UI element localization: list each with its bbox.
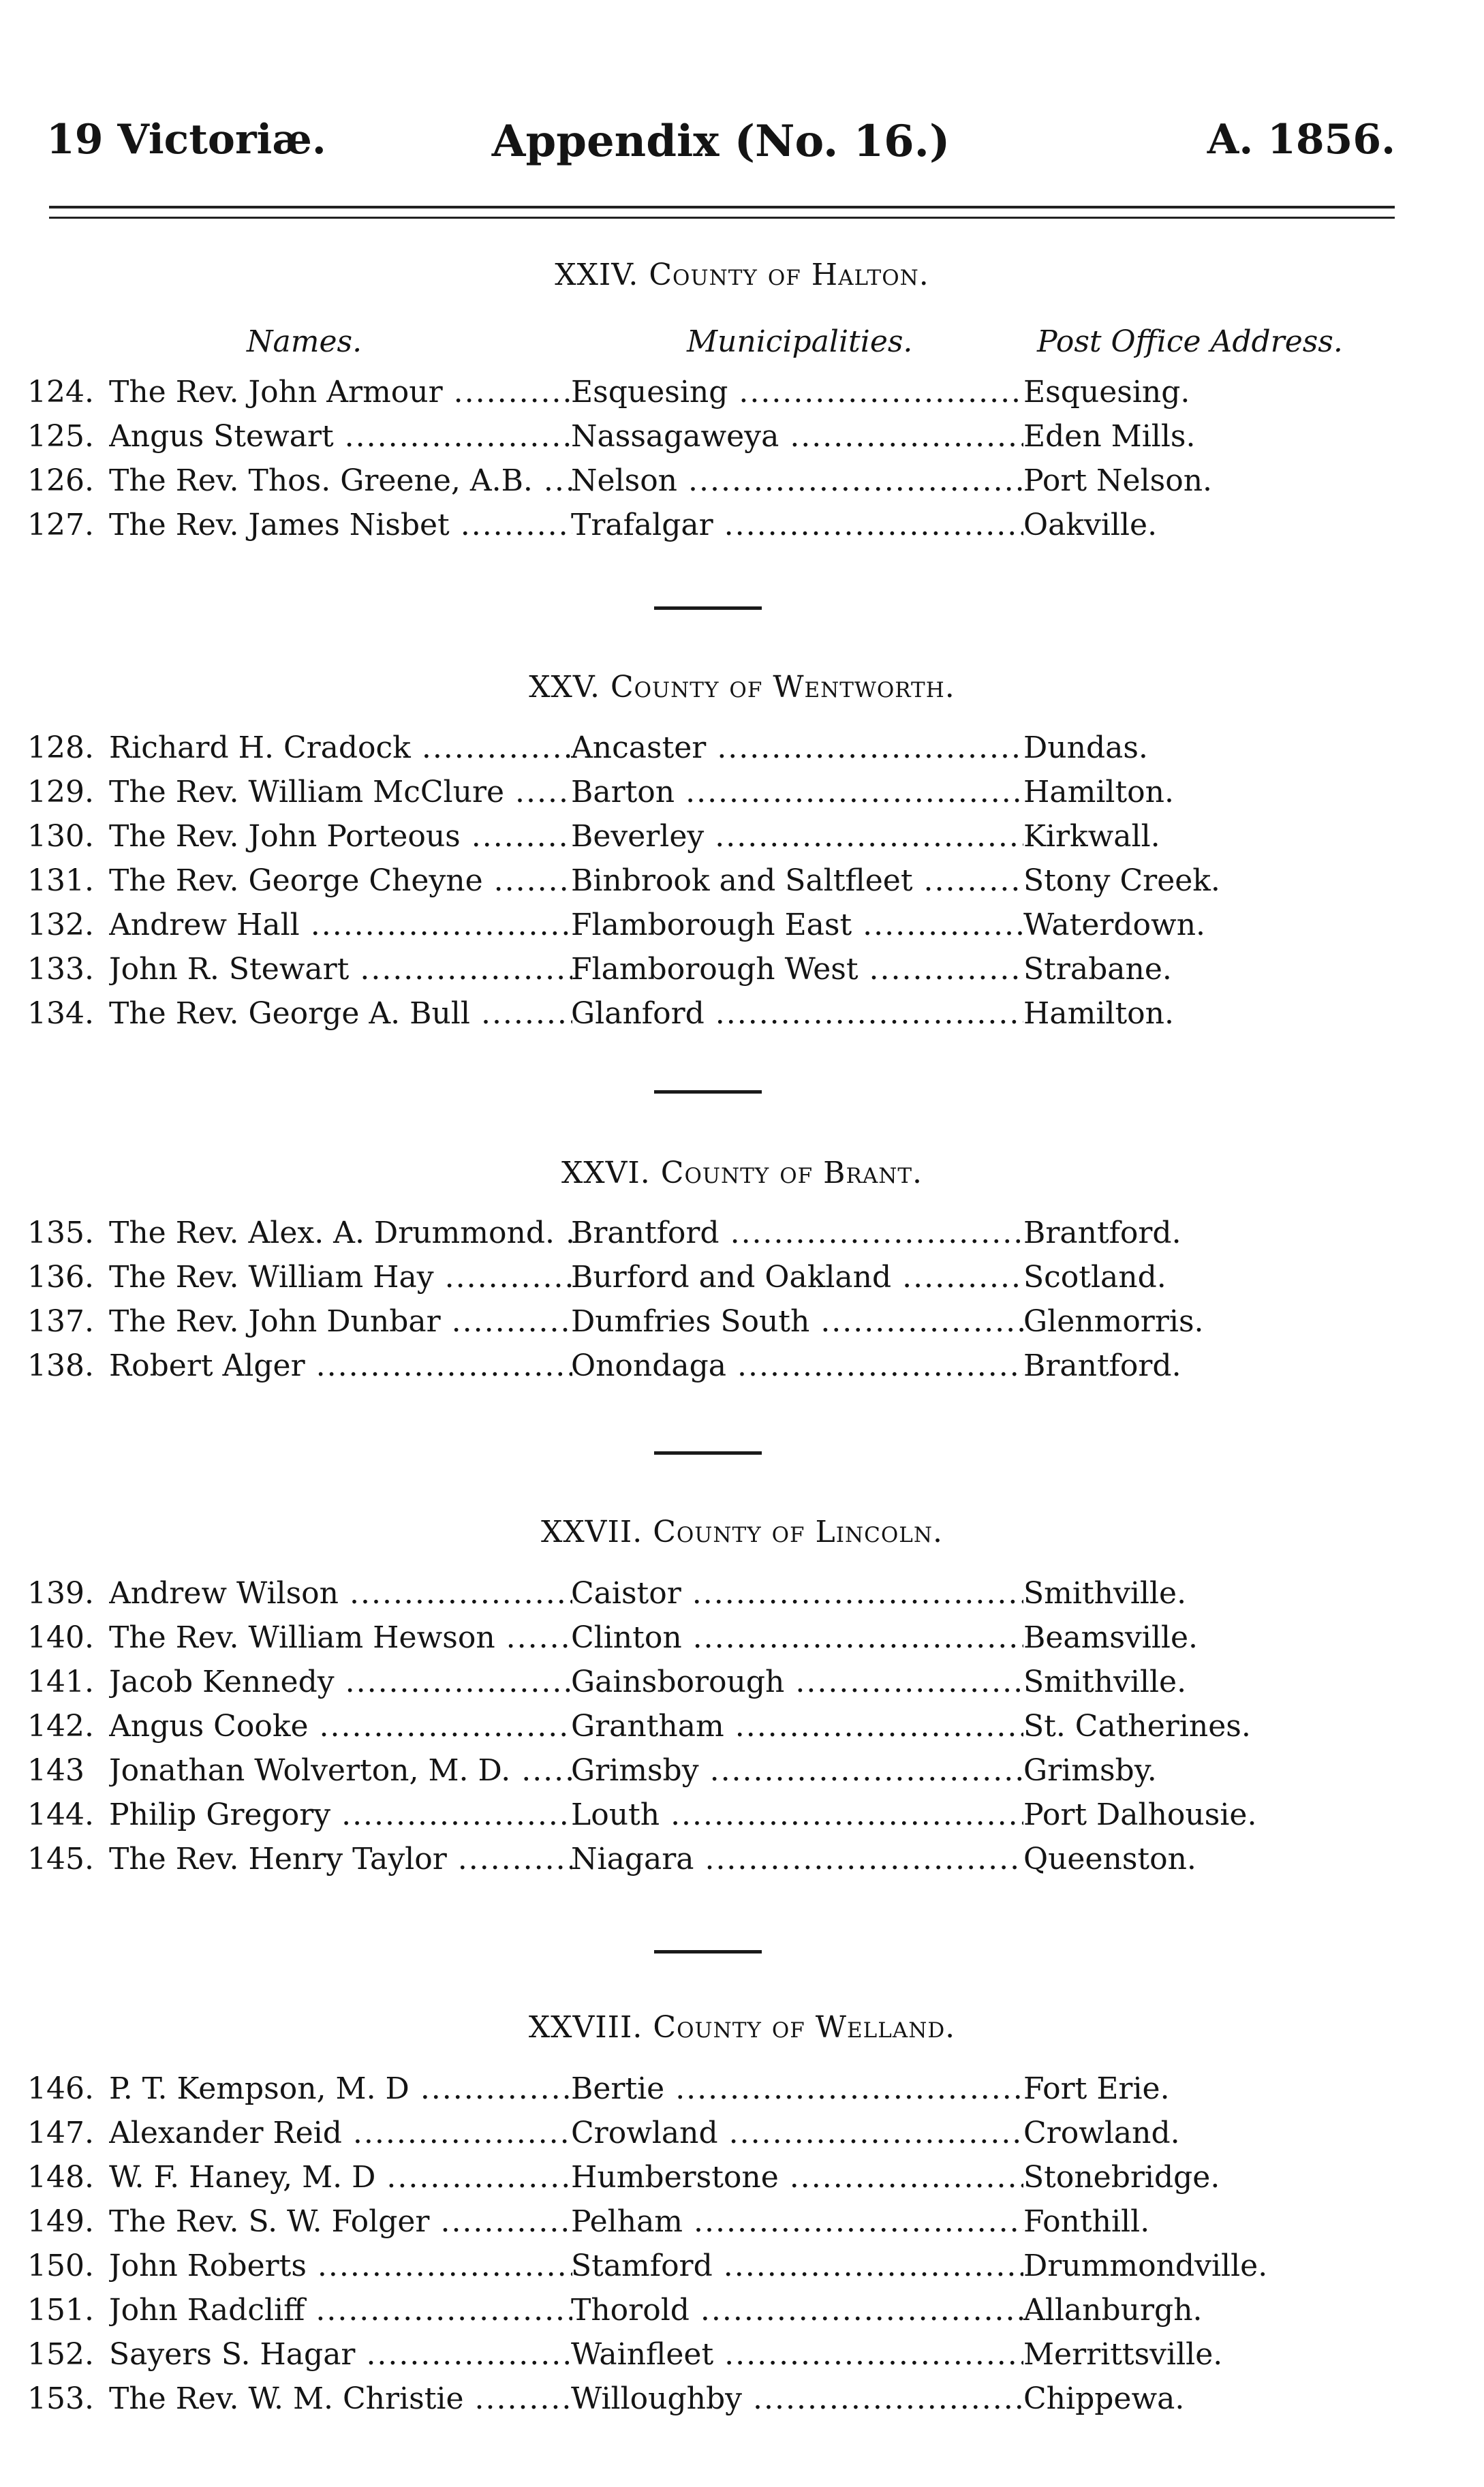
entry-name: The Rev. Alex. A. Drummond. ..... <box>109 1213 572 1254</box>
table-row <box>0 861 1484 905</box>
entry-post-office: Eden Mills. <box>1023 419 1196 454</box>
table-row <box>0 2202 1484 2246</box>
entry-post-office: Stonebridge. <box>1023 2160 1220 2195</box>
entry-number: 149. <box>27 2204 94 2239</box>
entry-name: Angus Stewart ..... <box>109 416 572 457</box>
table-row <box>0 1750 1484 1795</box>
entry-name: The Rev. Thos. Greene, A.B. ..... <box>109 461 572 501</box>
entry-municipality: Esquesing ..... <box>571 372 1023 413</box>
entry-municipality: Glanford ..... <box>571 993 1023 1034</box>
entry-name: Andrew Wilson ..... <box>109 1573 572 1614</box>
section-numeral: XXVIII. <box>528 2010 643 2045</box>
entry-municipality: Trafalgar ..... <box>571 505 1023 546</box>
entry-municipality: Wainfleet ..... <box>571 2334 1023 2375</box>
entry-name: Angus Cooke ..... <box>109 1706 572 1747</box>
entry-name: Sayers S. Hagar ..... <box>109 2334 572 2375</box>
table-row <box>0 1795 1484 1839</box>
entry-number: 132. <box>27 908 94 942</box>
entry-post-office: Hamilton. <box>1023 996 1174 1031</box>
entry-number: 140. <box>27 1620 94 1655</box>
section-title <box>0 1156 1484 1190</box>
entry-post-office: Strabane. <box>1023 952 1172 987</box>
appendix-title: Appendix (No. 16.) <box>491 116 950 167</box>
table-row <box>0 505 1484 549</box>
entry-municipality: Ancaster ..... <box>571 728 1023 769</box>
entry-number: 145. <box>27 1842 94 1876</box>
table-row <box>0 1706 1484 1750</box>
entry-post-office: Brantford. <box>1023 1216 1181 1250</box>
entry-municipality: Flamborough East ..... <box>571 905 1023 946</box>
section-title <box>0 258 1484 292</box>
entry-number: 125. <box>27 419 94 454</box>
section-rows <box>0 1213 1484 1390</box>
entry-post-office: Queenston. <box>1023 1842 1196 1876</box>
entry-name: Richard H. Cradock ..... <box>109 728 572 769</box>
entry-municipality: Nelson ..... <box>571 461 1023 501</box>
entry-name: The Rev. W. M. Christie ..... <box>109 2379 572 2420</box>
header-rule <box>49 206 1395 208</box>
table-row <box>0 372 1484 416</box>
entry-post-office: Grimsby. <box>1023 1753 1157 1788</box>
table-row <box>0 1346 1484 1390</box>
section-divider <box>654 1090 762 1094</box>
entry-name: The Rev. William McClure ..... <box>109 772 572 813</box>
entry-name: The Rev. John Porteous ..... <box>109 816 572 857</box>
table-row <box>0 949 1484 993</box>
section-county: County of Wentworth. <box>610 670 955 705</box>
entry-municipality: Nassagaweya ..... <box>571 416 1023 457</box>
entry-municipality: Stamford ..... <box>571 2246 1023 2287</box>
entry-number: 135. <box>27 1216 94 1250</box>
entry-municipality: Thorold ..... <box>571 2290 1023 2331</box>
municipalities-header: Municipalities. <box>687 324 913 359</box>
entry-name: John Radcliff ..... <box>109 2290 572 2331</box>
table-row <box>0 461 1484 505</box>
entry-name: Jonathan Wolverton, M. D. ..... <box>109 1750 572 1791</box>
table-row <box>0 2246 1484 2290</box>
entry-municipality: Caistor ..... <box>571 1573 1023 1614</box>
table-row <box>0 1839 1484 1883</box>
entry-municipality: Niagara ..... <box>571 1839 1023 1880</box>
section-title <box>0 2010 1484 2045</box>
entry-municipality: Brantford ..... <box>571 1213 1023 1254</box>
entry-number: 133. <box>27 952 94 987</box>
table-row <box>0 905 1484 949</box>
entry-number: 127. <box>27 508 94 542</box>
entry-name: Robert Alger ..... <box>109 1346 572 1387</box>
entry-number: 150. <box>27 2249 94 2283</box>
section-divider <box>654 606 762 610</box>
entry-number: 148. <box>27 2160 94 2195</box>
entry-name: The Rev. James Nisbet ..... <box>109 505 572 546</box>
post-office-header: Post Office Address. <box>1037 324 1343 359</box>
table-row <box>0 728 1484 772</box>
entry-name: Alexander Reid ..... <box>109 2113 572 2154</box>
table-row <box>0 1573 1484 1618</box>
entry-municipality: Humberstone ..... <box>571 2157 1023 2198</box>
entry-post-office: Beamsville. <box>1023 1620 1199 1655</box>
entry-municipality: Dumfries South ..... <box>571 1301 1023 1342</box>
entry-post-office: Smithville. <box>1023 1576 1187 1611</box>
entry-municipality: Pelham ..... <box>571 2202 1023 2242</box>
entry-name: The Rev. John Armour ..... <box>109 372 572 413</box>
entry-post-office: Brantford. <box>1023 1348 1181 1383</box>
entry-post-office: Fort Erie. <box>1023 2071 1170 2106</box>
table-row <box>0 416 1484 461</box>
entry-number: 143 <box>27 1753 84 1788</box>
entry-post-office: Port Nelson. <box>1023 463 1213 498</box>
entry-municipality: Louth ..... <box>571 1795 1023 1836</box>
entry-number: 129. <box>27 775 94 809</box>
table-row <box>0 1662 1484 1706</box>
entry-municipality: Grantham ..... <box>571 1706 1023 1747</box>
entry-municipality: Onondaga ..... <box>571 1346 1023 1387</box>
column-headers <box>0 324 1484 365</box>
section-title <box>0 670 1484 705</box>
entry-name: John Roberts ..... <box>109 2246 572 2287</box>
entry-municipality: Beverley ..... <box>571 816 1023 857</box>
entry-post-office: Kirkwall. <box>1023 819 1160 854</box>
entry-number: 147. <box>27 2116 94 2150</box>
entry-number: 144. <box>27 1797 94 1832</box>
entry-name: John R. Stewart ..... <box>109 949 572 990</box>
table-row <box>0 816 1484 861</box>
section-rows <box>0 1573 1484 1883</box>
entry-name: The Rev. William Hewson ..... <box>109 1618 572 1658</box>
names-header: Names. <box>247 324 362 359</box>
entry-municipality: Crowland ..... <box>571 2113 1023 2154</box>
table-row <box>0 2290 1484 2334</box>
entry-number: 142. <box>27 1709 94 1744</box>
running-header <box>46 116 1395 170</box>
section-title <box>0 1515 1484 1549</box>
entry-post-office: St. Catherines. <box>1023 1709 1251 1744</box>
entry-municipality: Willoughby ..... <box>571 2379 1023 2420</box>
section-numeral: XXIV. <box>555 258 639 292</box>
table-row <box>0 2069 1484 2113</box>
section-rows <box>0 728 1484 1038</box>
section-county: County of Halton. <box>649 258 929 292</box>
entry-name: Philip Gregory ..... <box>109 1795 572 1836</box>
entry-number: 134. <box>27 996 94 1031</box>
entry-number: 130. <box>27 819 94 854</box>
entry-post-office: Stony Creek. <box>1023 863 1220 898</box>
entry-name: The Rev. William Hay ..... <box>109 1257 572 1298</box>
entry-post-office: Smithville. <box>1023 1665 1187 1699</box>
entry-name: The Rev. S. W. Folger ..... <box>109 2202 572 2242</box>
entry-number: 128. <box>27 730 94 765</box>
entry-post-office: Oakville. <box>1023 508 1158 542</box>
section-numeral: XXV. <box>529 670 600 705</box>
table-row <box>0 772 1484 816</box>
section-county: County of Brant. <box>660 1156 923 1190</box>
session-label: 19 Victoriæ. <box>46 116 326 164</box>
section-divider <box>654 1451 762 1455</box>
entry-number: 136. <box>27 1260 94 1295</box>
table-row <box>0 1213 1484 1257</box>
section-county: County of Welland. <box>653 2010 956 2045</box>
entry-number: 139. <box>27 1576 94 1611</box>
section-rows <box>0 2069 1484 2423</box>
entry-name: The Rev. George A. Bull ..... <box>109 993 572 1034</box>
entry-municipality: Grimsby ..... <box>571 1750 1023 1791</box>
entry-number: 141. <box>27 1665 94 1699</box>
entry-number: 153. <box>27 2381 94 2416</box>
entry-post-office: Chippewa. <box>1023 2381 1185 2416</box>
entry-municipality: Flamborough West ..... <box>571 949 1023 990</box>
entry-post-office: Crowland. <box>1023 2116 1180 2150</box>
entry-name: The Rev. John Dunbar ..... <box>109 1301 572 1342</box>
entry-municipality: Binbrook and Saltfleet ..... <box>571 861 1023 901</box>
entry-name: Andrew Hall ..... <box>109 905 572 946</box>
entry-municipality: Clinton ..... <box>571 1618 1023 1658</box>
entry-name: The Rev. Henry Taylor ..... <box>109 1839 572 1880</box>
entry-number: 146. <box>27 2071 94 2106</box>
entry-municipality: Burford and Oakland ..... <box>571 1257 1023 1298</box>
entry-number: 138. <box>27 1348 94 1383</box>
entry-post-office: Glenmorris. <box>1023 1304 1204 1339</box>
entry-name: Jacob Kennedy ..... <box>109 1662 572 1703</box>
entry-name: The Rev. George Cheyne ..... <box>109 861 572 901</box>
table-row <box>0 1301 1484 1346</box>
entry-number: 152. <box>27 2337 94 2372</box>
entry-number: 137. <box>27 1304 94 1339</box>
entry-municipality: Bertie ..... <box>571 2069 1023 2110</box>
entry-number: 126. <box>27 463 94 498</box>
table-row <box>0 2334 1484 2379</box>
entry-number: 124. <box>27 375 94 410</box>
entry-name: W. F. Haney, M. D ..... <box>109 2157 572 2198</box>
entry-post-office: Scotland. <box>1023 1260 1166 1295</box>
entry-number: 131. <box>27 863 94 898</box>
table-row <box>0 993 1484 1038</box>
entry-post-office: Allanburgh. <box>1023 2293 1203 2328</box>
entry-post-office: Drummondville. <box>1023 2249 1268 2283</box>
table-row <box>0 2113 1484 2157</box>
entry-post-office: Merrittsville. <box>1023 2337 1223 2372</box>
entry-post-office: Esquesing. <box>1023 375 1190 410</box>
header-rule-thin <box>49 217 1395 219</box>
entry-post-office: Port Dalhousie. <box>1023 1797 1257 1832</box>
section-county: County of Lincoln. <box>653 1515 943 1549</box>
entry-post-office: Dundas. <box>1023 730 1148 765</box>
entry-post-office: Waterdown. <box>1023 908 1206 942</box>
year-label: A. 1856. <box>1207 116 1395 164</box>
table-row <box>0 1618 1484 1662</box>
section-numeral: XXVI. <box>561 1156 651 1190</box>
section-rows <box>0 372 1484 549</box>
table-row <box>0 2157 1484 2202</box>
entry-post-office: Hamilton. <box>1023 775 1174 809</box>
entry-name: P. T. Kempson, M. D ..... <box>109 2069 572 2110</box>
section-divider <box>654 1950 762 1953</box>
table-row <box>0 2379 1484 2423</box>
table-row <box>0 1257 1484 1301</box>
entry-post-office: Fonthill. <box>1023 2204 1150 2239</box>
entry-number: 151. <box>27 2293 94 2328</box>
section-numeral: XXVII. <box>541 1515 643 1549</box>
entry-municipality: Gainsborough ..... <box>571 1662 1023 1703</box>
entry-municipality: Barton ..... <box>571 772 1023 813</box>
